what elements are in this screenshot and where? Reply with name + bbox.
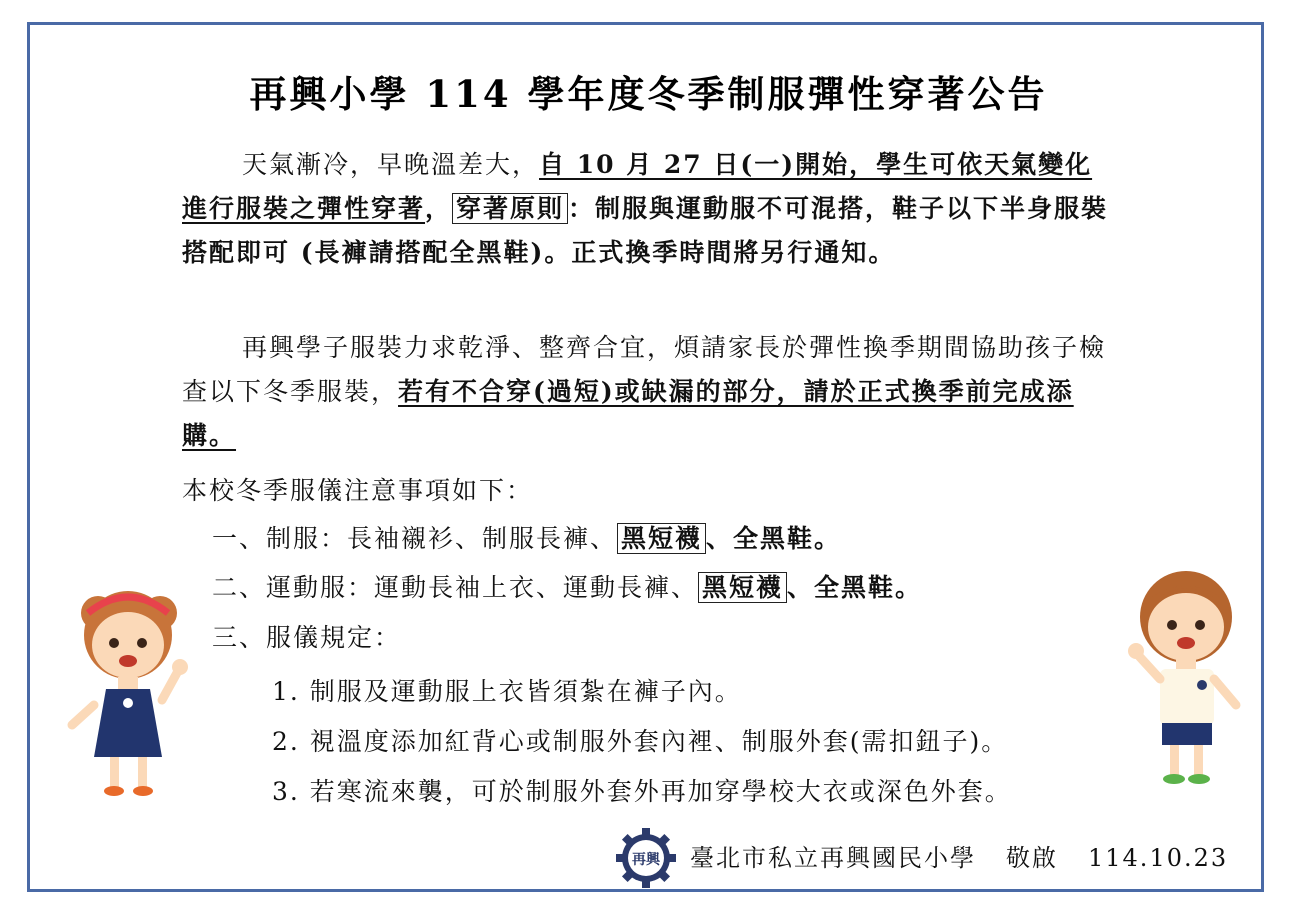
signature-line [690,838,1228,873]
paragraph-2-intro: 再興學子服裝力求乾淨、整齊合宜，煩請家長於彈性換季期間協助孩子檢查以下冬季服裝， [182,333,1107,406]
rule-item: 2. 視溫度添加紅背心或制服外套內裡、制服外套(需扣鈕子)。 [272,727,1009,756]
list-item-prefix: 一、制服：長袖襯衫、制服長褲、 [212,524,618,553]
list-item-prefix: 二、運動服：運動長袖上衣、運動長褲、 [212,573,699,602]
school-logo [614,826,678,890]
black-socks-box: 黑短襪 [617,523,706,554]
list-item-suffix: 、全黑鞋。 [706,524,842,553]
paragraph-2-highlight: 若有不合穿(過短)或缺漏的部分，請於正式換季前完成添購。 [182,377,1074,450]
school-name: 臺北市私立再興國民小學 [690,844,976,872]
rule-item: 3. 若寒流來襲，可於制服外套外再加穿學校大衣或深色外套。 [272,777,1012,806]
dress-principle-box: 穿著原則 [452,193,568,224]
list-item-dress-code [212,618,401,654]
notice-date: 114.10.23 [1088,844,1229,872]
boy-illustration [1120,555,1255,795]
paragraph-2 [182,326,1117,458]
closing: 敬啟 [1006,844,1058,872]
svg-text:再興: 再興 [632,852,660,868]
notice-title: 再興小學 114 學年度冬季制服彈性穿著公告 [249,72,1048,116]
list-item-uniform [212,519,841,555]
paragraph-1 [182,143,1117,275]
girl-illustration [62,575,192,805]
list-item-suffix: 、全黑鞋。 [787,573,923,602]
list-item-sportswear [212,568,922,604]
paragraph-1-highlight: 自 10 月 27 日(一)開始，學生可依天氣變化進行服裝之彈性穿著 [182,150,1093,223]
paragraph-1-comma: ， [425,194,453,223]
list-intro: 本校冬季服儀注意事項如下： [182,476,534,505]
paragraph-1-intro: 天氣漸冷，早晚溫差大， [242,150,540,179]
paragraph-1-rule: ：制服與運動服不可混搭，鞋子以下半身服裝搭配即可 (長褲請搭配全黑鞋)。正式換季時間將另行通知。 [182,194,1109,267]
list-item-prefix: 三、服儀規定： [212,623,402,652]
rule-item: 1. 制服及運動服上衣皆須紮在褲子內。 [272,677,742,706]
black-socks-box: 黑短襪 [698,572,787,603]
